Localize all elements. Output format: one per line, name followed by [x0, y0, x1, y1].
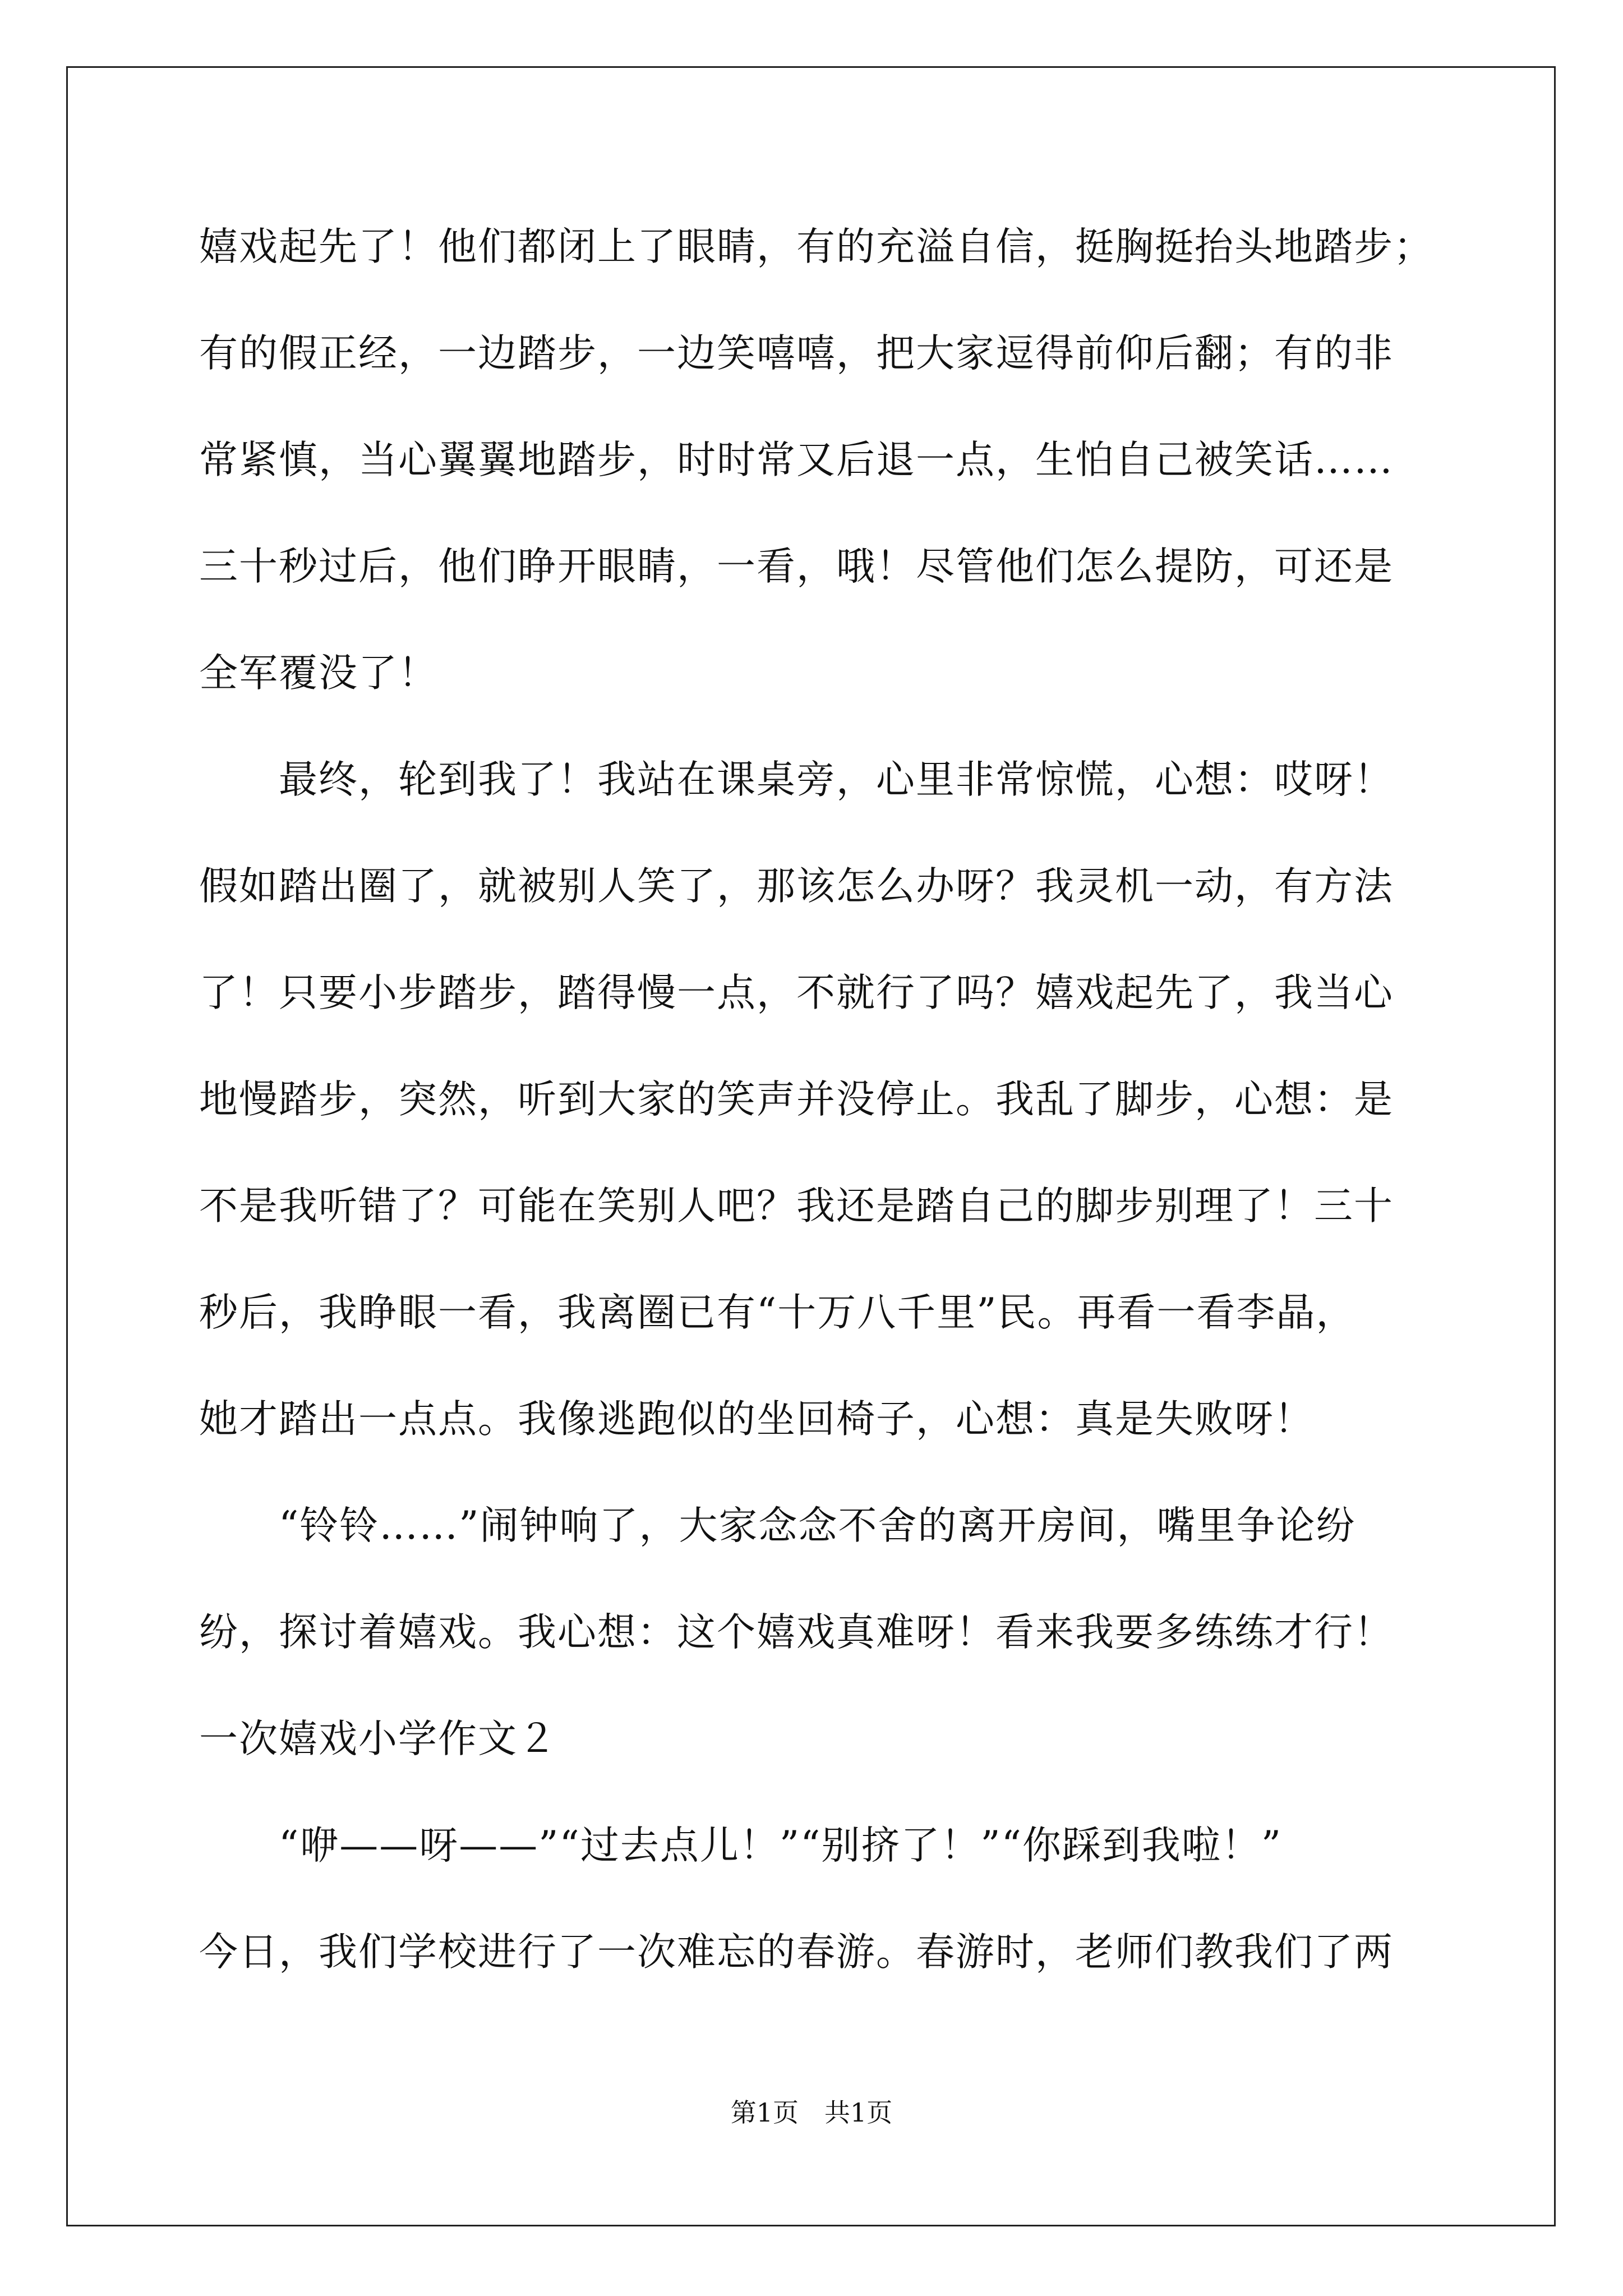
- document-body: [199, 210, 1433, 2022]
- text-line: “铃铃……”闹钟响了，大家念念不舍的离开房间，嘴里争论纷: [199, 1503, 1356, 1548]
- section-heading: 一次嬉戏小学作文２: [199, 1717, 557, 1761]
- text-line: 今日，我们学校进行了一次难忘的春游。春游时，老师们教我们了两: [199, 1930, 1394, 1975]
- text-line: 全军覆没了！: [199, 651, 438, 696]
- text-line: 三十秒过后，他们睁开眼睛，一看，哦！尽管他们怎么提防，可还是: [199, 544, 1394, 589]
- text-line: 了！只要小步踏步，踏得慢一点，不就行了吗？嬉戏起先了，我当心: [199, 970, 1394, 1015]
- text-line: 有的假正经，一边踏步，一边笑嘻嘻，把大家逗得前仰后翻；有的非: [199, 331, 1394, 376]
- text-line: 常紧慎，当心翼翼地踏步，时时常又后退一点，生怕自己被笑话……: [199, 438, 1394, 482]
- text-line: “咿——呀——”“过去点儿！”“别挤了！”“你踩到我啦！”: [199, 1823, 1283, 1868]
- text-line: 她才踏出一点点。我像逃跑似的坐回椅子，心想：真是失败呀！: [199, 1397, 1314, 1442]
- text-line: 嬉戏起先了！他们都闭上了眼睛，有的充溢自信，挺胸挺抬头地踏步；: [199, 224, 1433, 269]
- text-line: 不是我听错了？可能在笑别人吧？我还是踏自己的脚步别理了！三十: [199, 1184, 1394, 1228]
- text-line: 最终，轮到我了！我站在课桌旁，心里非常惊慌，心想：哎呀！: [199, 757, 1394, 802]
- text-line: 秒后，我睁眼一看，我离圈已有“十万八千里”民。再看一看李晶，: [199, 1290, 1356, 1335]
- text-line: 纷，探讨着嬉戏。我心想：这个嬉戏真难呀！看来我要多练练才行！: [199, 1610, 1394, 1655]
- text-line: 地慢踏步，突然，听到大家的笑声并没停止。我乱了脚步，心想：是: [199, 1077, 1394, 1122]
- text-line: 假如踏出圈了，就被别人笑了，那该怎么办呀？我灵机一动，有方法: [199, 864, 1394, 909]
- page-footer: 第1页 共1页: [730, 2097, 893, 2128]
